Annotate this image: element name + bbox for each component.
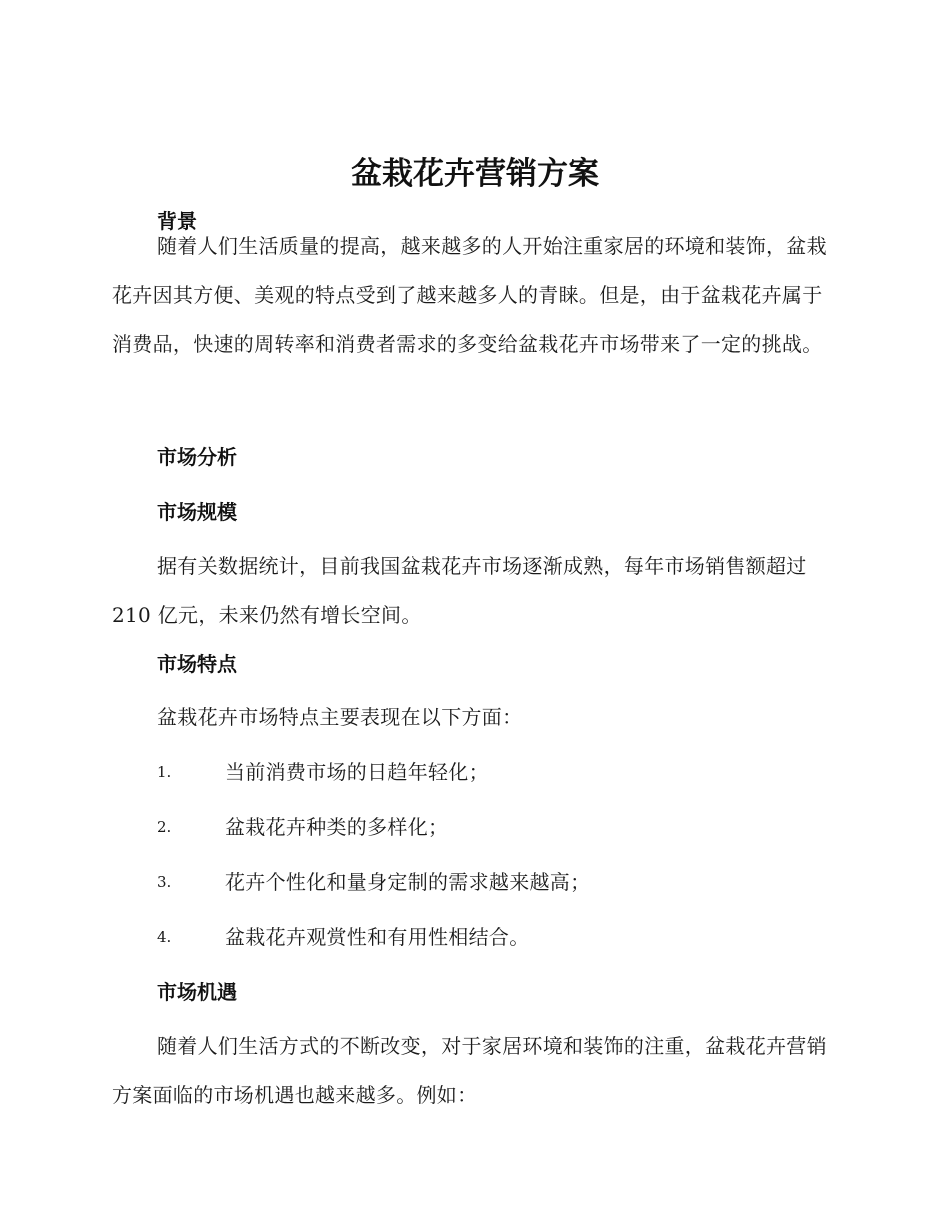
paragraph-market-opportunity: 随着人们生活方式的不断改变，对于家居环境和装饰的注重，盆栽花卉营销方案面临的市场机遇也越来越多。例如： [112,1034,827,1107]
list-item-number: 2. [157,818,172,836]
heading-market-size: 市场规模 [157,500,237,524]
paragraph-market-features-lead: 盆栽花卉市场特点主要表现在以下方面： [157,705,523,729]
list-item-number: 3. [157,873,172,891]
document-title: 盆栽花卉营销方案 [351,156,599,192]
list-item-number: 1. [157,763,172,781]
list-item-text: 盆栽花卉观赏性和有用性相结合。 [225,925,530,949]
heading-market-features: 市场特点 [157,652,237,676]
list-item-text: 花卉个性化和量身定制的需求越来越高； [225,870,591,894]
paragraph-market-size: 据有关数据统计，目前我国盆栽花卉市场逐渐成熟，每年市场销售额超过 210 亿元，未来仍然有增长空间。 [112,554,807,627]
heading-market-analysis: 市场分析 [157,445,237,469]
list-item-text: 当前消费市场的日趋年轻化； [225,760,489,784]
list-item-number: 4. [157,928,172,946]
paragraph-background: 随着人们生活质量的提高，越来越多的人开始注重家居的环境和装饰，盆栽花卉因其方便、美观的特点受到了越来越多人的青睐。但是，由于盆栽花卉属于消费品，快速的周转率和消费者需求的多变给盆栽花卉市场带来了一定的挑战。 [112,234,827,356]
heading-market-opportunity: 市场机遇 [157,980,237,1004]
heading-background: 背景 [157,209,197,233]
list-item-text: 盆栽花卉种类的多样化； [225,815,449,839]
